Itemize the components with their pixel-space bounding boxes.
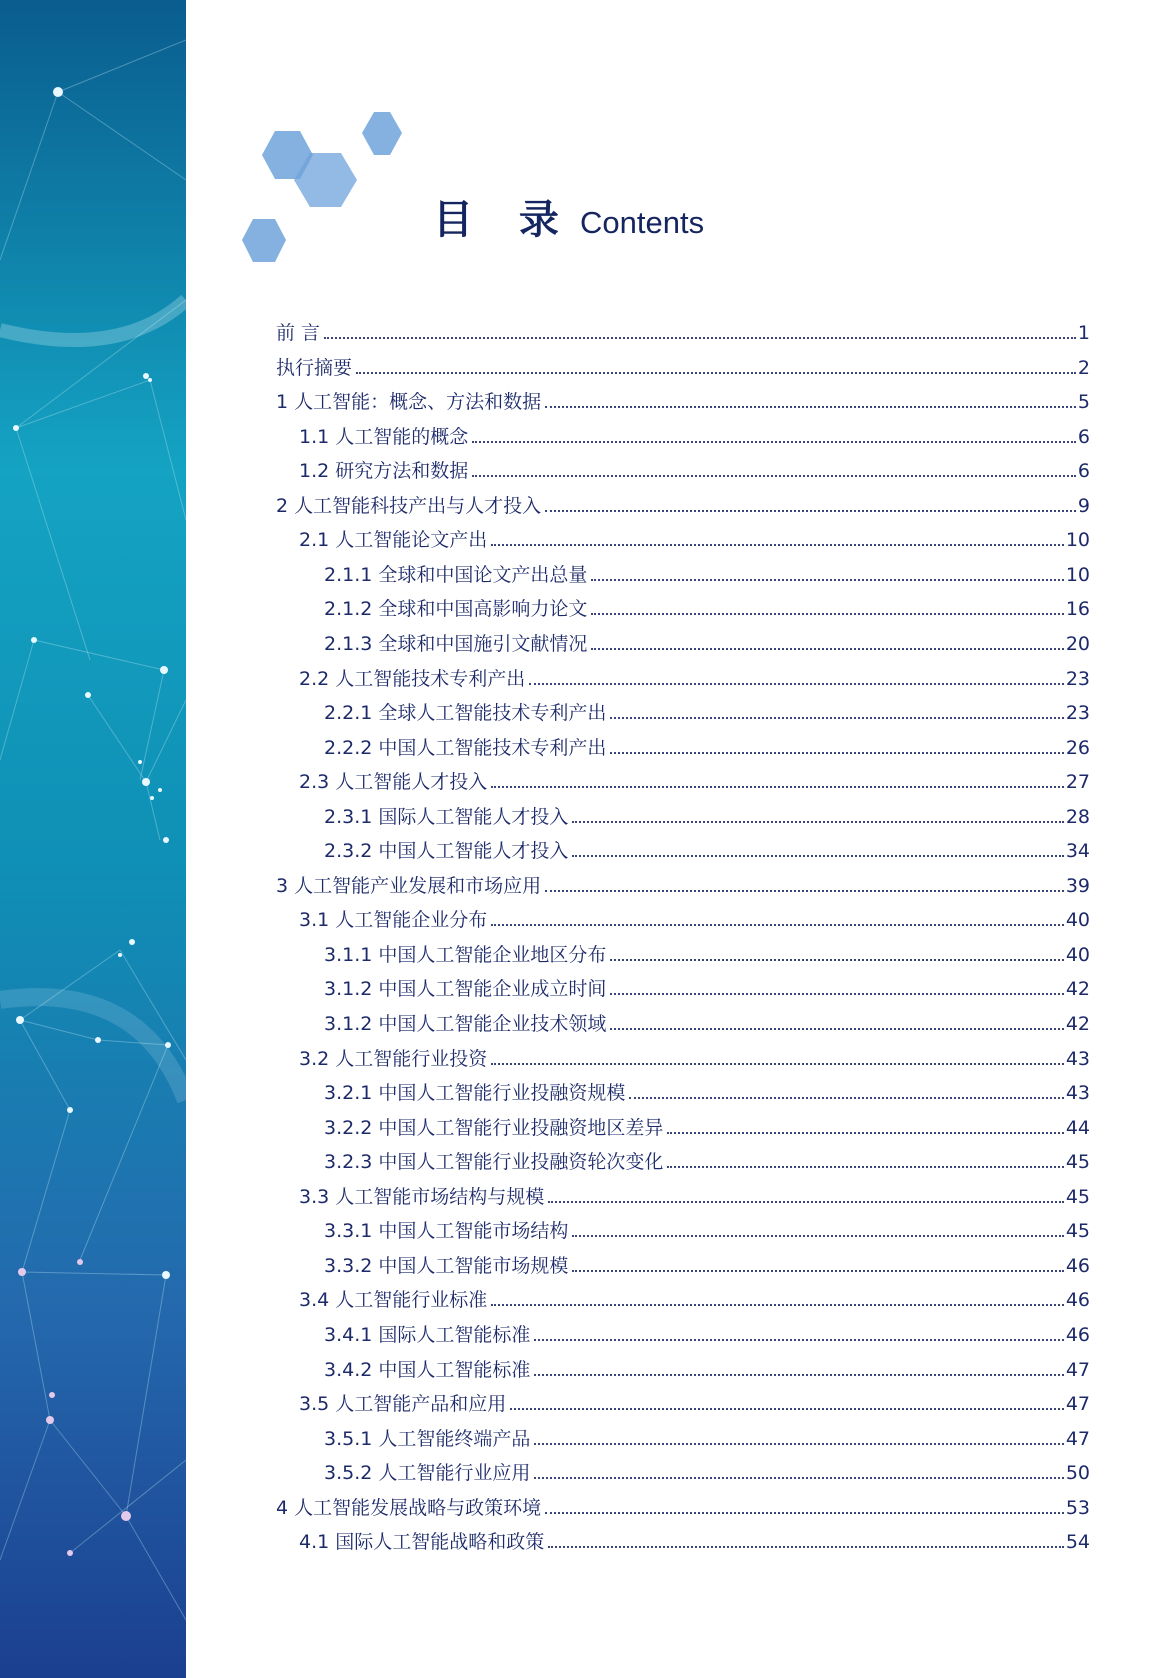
toc-entry[interactable]	[324, 1216, 1090, 1246]
toc-dot-leader	[545, 1512, 1064, 1514]
network-pattern-image	[0, 0, 186, 1678]
toc-dot-leader	[529, 683, 1064, 685]
toc-entry-page-number: 16	[1065, 598, 1090, 621]
toc-entry-label: 3.4.2 中国人工智能标准	[324, 1358, 531, 1381]
toc-entry[interactable]	[276, 318, 1090, 348]
toc-entry-label: 3.5.2 人工智能行业应用	[324, 1462, 531, 1485]
toc-entry-page-number: 45	[1065, 1185, 1090, 1208]
toc-entry-page-number: 6	[1077, 425, 1090, 448]
toc-entry[interactable]	[324, 802, 1090, 832]
toc-dot-leader	[510, 1408, 1064, 1410]
toc-entry-label: 2.2 人工智能技术专利产出	[299, 667, 526, 690]
toc-dot-leader	[591, 648, 1063, 650]
toc-dot-leader	[572, 1270, 1063, 1272]
toc-entry-label: 1.1 人工智能的概念	[299, 425, 469, 448]
toc-entry-label: 4 人工智能发展战略与政策环境	[276, 1496, 542, 1519]
toc-entry[interactable]	[324, 1355, 1090, 1385]
toc-entry-page-number: 47	[1065, 1427, 1090, 1450]
toc-entry-label: 2.1 人工智能论文产出	[299, 529, 488, 552]
toc-entry-page-number: 10	[1065, 563, 1090, 586]
toc-entry[interactable]	[324, 629, 1090, 659]
toc-entry-label: 3.3 人工智能市场结构与规模	[299, 1185, 545, 1208]
page-title-chinese: 目 录	[433, 197, 575, 243]
toc-dot-leader	[610, 717, 1063, 719]
toc-entry[interactable]	[324, 1251, 1090, 1281]
toc-dot-leader	[545, 406, 1076, 408]
toc-entry-label: 2.3 人工智能人才投入	[299, 771, 488, 794]
toc-dot-leader	[491, 1304, 1064, 1306]
toc-entry-label: 3.3.1 中国人工智能市场结构	[324, 1220, 569, 1243]
toc-dot-leader	[534, 1374, 1063, 1376]
toc-entry-label: 3.1.2 中国人工智能企业成立时间	[324, 978, 607, 1001]
toc-entry-page-number: 53	[1065, 1496, 1090, 1519]
toc-entry-page-number: 47	[1065, 1358, 1090, 1381]
toc-dot-leader	[548, 1201, 1064, 1203]
toc-entry[interactable]	[276, 491, 1090, 521]
toc-entry-label: 3.2.2 中国人工智能行业投融资地区差异	[324, 1116, 664, 1139]
toc-entry-page-number: 23	[1065, 702, 1090, 725]
toc-entry-page-number: 23	[1065, 667, 1090, 690]
toc-entry-page-number: 46	[1065, 1323, 1090, 1346]
toc-entry-page-number: 40	[1065, 909, 1090, 932]
toc-entry[interactable]	[324, 1113, 1090, 1143]
toc-entry[interactable]	[324, 1147, 1090, 1177]
toc-entry[interactable]	[324, 1424, 1090, 1454]
toc-entry[interactable]	[299, 767, 1090, 797]
toc-entry-page-number: 45	[1065, 1220, 1090, 1243]
toc-dot-leader	[545, 510, 1076, 512]
decorative-hexagons	[240, 105, 440, 275]
toc-dot-leader	[572, 855, 1063, 857]
toc-entry-page-number: 46	[1065, 1254, 1090, 1277]
toc-entry-page-number: 9	[1077, 494, 1090, 517]
toc-entry-page-number: 2	[1077, 356, 1090, 379]
toc-entry[interactable]	[299, 664, 1090, 694]
toc-entry-page-number: 6	[1077, 460, 1090, 483]
toc-dot-leader	[491, 544, 1064, 546]
toc-entry[interactable]	[324, 698, 1090, 728]
toc-entry[interactable]	[276, 871, 1090, 901]
toc-entry-page-number: 47	[1065, 1393, 1090, 1416]
toc-entry[interactable]	[299, 1389, 1090, 1419]
toc-dot-leader	[572, 821, 1063, 823]
toc-dot-leader	[491, 1063, 1064, 1065]
toc-dot-leader	[545, 890, 1064, 892]
toc-entry-page-number: 20	[1065, 632, 1090, 655]
toc-entry[interactable]	[324, 940, 1090, 970]
toc-entry-page-number: 46	[1065, 1289, 1090, 1312]
toc-dot-leader	[472, 441, 1076, 443]
toc-dot-leader	[534, 1339, 1063, 1341]
toc-dot-leader	[610, 1028, 1063, 1030]
page-title-english: Contents	[580, 205, 705, 240]
toc-dot-leader	[324, 337, 1076, 339]
toc-entry-page-number: 42	[1065, 1013, 1090, 1035]
toc-entry[interactable]	[299, 422, 1090, 452]
toc-entry-page-number: 28	[1065, 805, 1090, 828]
toc-dot-leader	[491, 786, 1064, 788]
toc-entry-label: 3.1.1 中国人工智能企业地区分布	[324, 943, 607, 966]
toc-entry[interactable]	[299, 1182, 1090, 1212]
toc-entry[interactable]	[324, 974, 1090, 1004]
toc-entry-page-number: 43	[1065, 1082, 1090, 1105]
toc-entry[interactable]	[324, 594, 1090, 624]
toc-entry-page-number: 42	[1065, 978, 1090, 1001]
toc-entry[interactable]	[324, 1320, 1090, 1350]
toc-entry-label: 2.1.3 全球和中国施引文献情况	[324, 632, 588, 655]
toc-dot-leader	[667, 1166, 1063, 1168]
toc-dot-leader	[548, 1546, 1064, 1548]
toc-entry-label: 3.4 人工智能行业标准	[299, 1289, 488, 1312]
toc-entry-label: 3 人工智能产业发展和市场应用	[276, 874, 542, 897]
toc-dot-leader	[356, 372, 1076, 374]
toc-entry-page-number: 1	[1077, 322, 1090, 344]
toc-entry-page-number: 39	[1065, 874, 1090, 897]
toc-entry-page-number: 40	[1065, 943, 1090, 966]
page-title	[433, 188, 704, 245]
toc-entry-label: 3.2.1 中国人工智能行业投融资规模	[324, 1082, 626, 1105]
toc-entry[interactable]	[299, 525, 1090, 555]
toc-entry-label: 2.1.2 全球和中国高影响力论文	[324, 598, 588, 621]
toc-entry[interactable]	[324, 836, 1090, 866]
toc-entry-label: 3.2 人工智能行业投资	[299, 1047, 488, 1070]
toc-dot-leader	[472, 475, 1076, 477]
toc-entry-label: 2 人工智能科技产出与人才投入	[276, 494, 542, 517]
toc-entry[interactable]	[299, 456, 1090, 486]
toc-dot-leader	[610, 993, 1063, 995]
toc-entry-page-number: 43	[1065, 1047, 1090, 1070]
toc-entry-label: 前 言	[276, 322, 321, 344]
toc-entry[interactable]	[324, 1078, 1090, 1108]
toc-entry[interactable]	[276, 1493, 1090, 1523]
toc-entry[interactable]	[276, 387, 1090, 417]
toc-entry-label: 2.1.1 全球和中国论文产出总量	[324, 563, 588, 586]
toc-entry-page-number: 27	[1065, 771, 1090, 794]
toc-entry[interactable]	[324, 733, 1090, 763]
toc-entry[interactable]	[324, 1458, 1090, 1488]
toc-dot-leader	[491, 924, 1064, 926]
toc-entry-label: 3.2.3 中国人工智能行业投融资轮次变化	[324, 1151, 664, 1174]
toc-entry-page-number: 26	[1065, 736, 1090, 759]
toc-entry[interactable]	[299, 1044, 1090, 1074]
toc-entry-page-number: 10	[1065, 529, 1090, 552]
toc-dot-leader	[534, 1477, 1063, 1479]
toc-dot-leader	[629, 1097, 1063, 1099]
toc-entry-page-number: 45	[1065, 1151, 1090, 1174]
toc-entry[interactable]	[299, 905, 1090, 935]
toc-dot-leader	[534, 1443, 1063, 1445]
toc-entry-label: 2.3.2 中国人工智能人才投入	[324, 840, 569, 863]
toc-entry-label: 3.3.2 中国人工智能市场规模	[324, 1254, 569, 1277]
toc-entry-label: 3.1 人工智能企业分布	[299, 909, 488, 932]
toc-dot-leader	[610, 752, 1063, 754]
toc-entry-label: 2.2.2 中国人工智能技术专利产出	[324, 736, 607, 759]
toc-dot-leader	[610, 959, 1063, 961]
toc-entry-page-number: 50	[1065, 1462, 1090, 1485]
toc-entry-label: 2.3.1 国际人工智能人才投入	[324, 805, 569, 828]
toc-dot-leader	[667, 1132, 1063, 1134]
decorative-sidebar	[0, 0, 186, 1678]
toc-entry[interactable]	[324, 560, 1090, 590]
toc-entry-label: 3.4.1 国际人工智能标准	[324, 1323, 531, 1346]
toc-entry-page-number: 5	[1077, 391, 1090, 414]
toc-entry-label: 1 人工智能：概念、方法和数据	[276, 391, 542, 414]
toc-entry[interactable]	[299, 1285, 1090, 1315]
toc-entry-label: 3.1.2 中国人工智能企业技术领域	[324, 1013, 607, 1035]
toc-dot-leader	[572, 1235, 1063, 1237]
toc-entry-page-number: 54	[1065, 1531, 1090, 1554]
toc-entry-label: 4.1 国际人工智能战略和政策	[299, 1531, 545, 1554]
toc-entry-label: 3.5 人工智能产品和应用	[299, 1393, 507, 1416]
toc-entry[interactable]	[299, 1527, 1090, 1557]
toc-entry-page-number: 34	[1065, 840, 1090, 863]
toc-entry[interactable]	[324, 1009, 1090, 1039]
toc-entry-label: 执行摘要	[276, 356, 353, 379]
toc-entry-page-number: 44	[1065, 1116, 1090, 1139]
toc-entry[interactable]	[276, 353, 1090, 383]
toc-entry-label: 2.2.1 全球人工智能技术专利产出	[324, 702, 607, 725]
toc-dot-leader	[591, 613, 1063, 615]
toc-entry-label: 1.2 研究方法和数据	[299, 460, 469, 483]
toc-entry-label: 3.5.1 人工智能终端产品	[324, 1427, 531, 1450]
toc-dot-leader	[591, 579, 1063, 581]
